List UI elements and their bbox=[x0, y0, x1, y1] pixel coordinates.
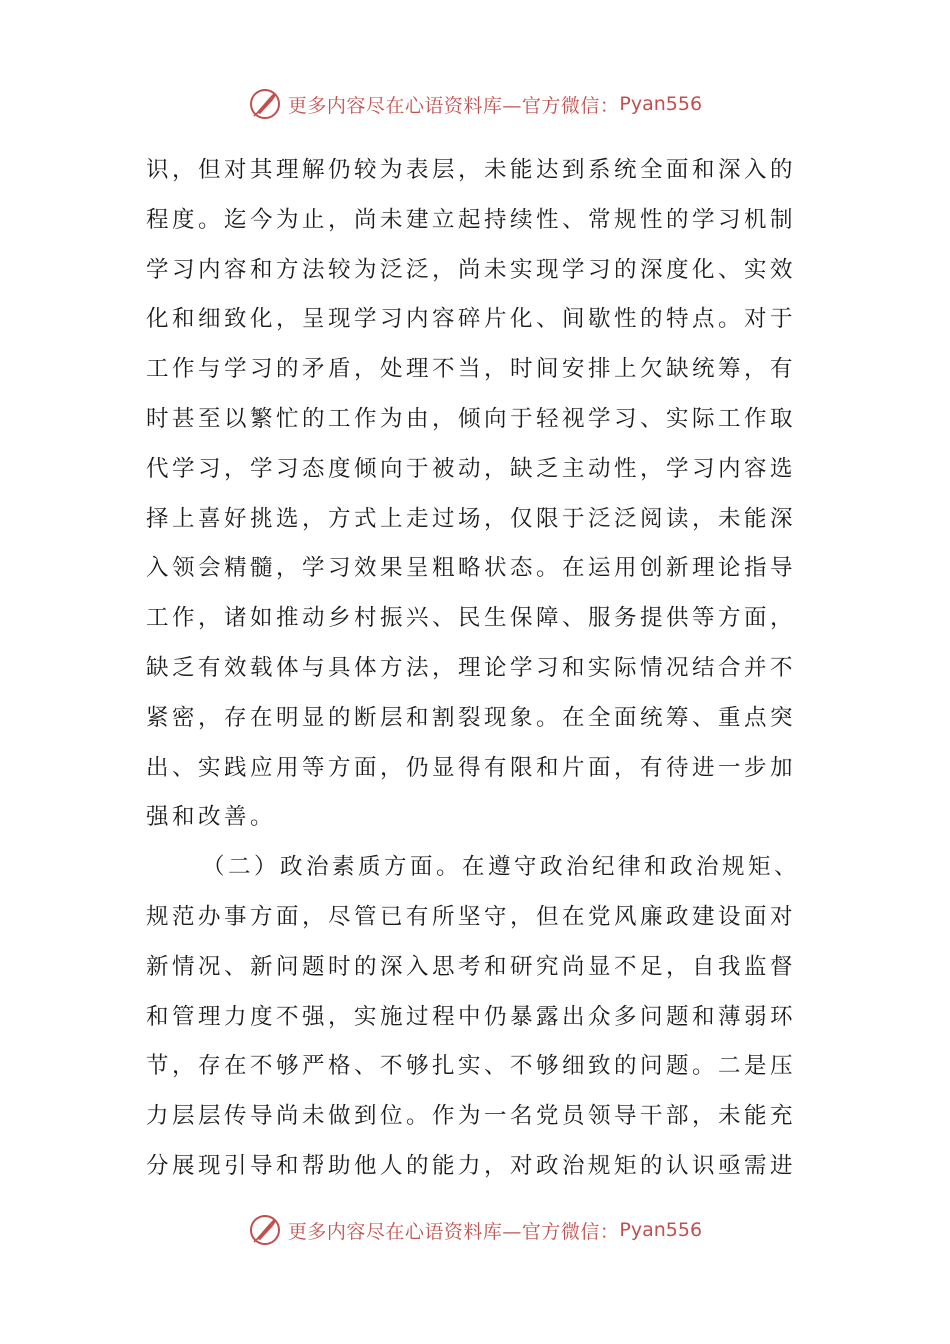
text-line: 紧密，存在明显的断层和割裂现象。在全面统筹、重点突 bbox=[146, 704, 797, 731]
text-line: 学习内容和方法较为泛泛，尚未实现学习的深度化、实效 bbox=[146, 256, 797, 283]
text-line: 缺乏有效载体与具体方法，理论学习和实际情况结合并不 bbox=[146, 654, 797, 681]
text-line: 分展现引导和帮助他人的能力，对政治规矩的认识亟需进 bbox=[146, 1152, 797, 1179]
section-heading-line: （二）政治素质方面。在遵守政治纪律和政治规矩、 bbox=[202, 854, 801, 881]
text-line: 识，但对其理解仍较为表层，未能达到系统全面和深入的 bbox=[146, 157, 797, 183]
text-line: 工作，诸如推动乡村振兴、民生保障、服务提供等方面， bbox=[146, 605, 797, 632]
pen-logo-icon bbox=[248, 1213, 282, 1247]
text-line: 新情况、新问题时的深入思考和研究尚显不足，自我监督 bbox=[146, 953, 797, 980]
document-body bbox=[146, 146, 806, 1192]
text-line: 出、实践应用等方面，仍显得有限和片面，有待进一步加 bbox=[146, 754, 797, 781]
header-watermark bbox=[0, 84, 950, 124]
watermark-handle: Pyan556 bbox=[619, 93, 703, 115]
footer-watermark bbox=[0, 1210, 950, 1250]
text-line: 节，存在不够严格、不够扎实、不够细致的问题。二是压 bbox=[146, 1053, 797, 1080]
text-line: 和管理力度不强，实施过程中仍暴露出众多问题和薄弱环 bbox=[146, 1003, 797, 1030]
text-line: 力层层传导尚未做到位。作为一名党员领导干部，未能充 bbox=[146, 1103, 797, 1130]
text-line: 代学习，学习态度倾向于被动，缺乏主动性，学习内容选 bbox=[146, 455, 797, 482]
pen-logo-icon bbox=[248, 87, 282, 121]
text-line: 时甚至以繁忙的工作为由，倾向于轻视学习、实际工作取 bbox=[146, 405, 797, 432]
text-line: 入领会精髓，学习效果呈粗略状态。在运用创新理论指导 bbox=[146, 555, 797, 582]
text-line: 程度。迄今为止，尚未建立起持续性、常规性的学习机制 bbox=[146, 206, 797, 233]
text-line: 择上喜好挑选，方式上走过场，仅限于泛泛阅读，未能深 bbox=[146, 505, 797, 532]
watermark-text: 更多内容尽在心语资料库—官方微信： bbox=[287, 1220, 620, 1243]
text-line: 工作与学习的矛盾，处理不当，时间安排上欠缺统筹，有 bbox=[146, 356, 797, 383]
text-line: 强和改善。 bbox=[146, 804, 277, 831]
watermark-handle: Pyan556 bbox=[619, 1219, 703, 1241]
watermark-text: 更多内容尽在心语资料库—官方微信： bbox=[287, 94, 620, 117]
text-line: 化和细致化，呈现学习内容碎片化、间歇性的特点。对于 bbox=[146, 306, 797, 333]
text-line: 规范办事方面，尽管已有所坚守，但在党风廉政建设面对 bbox=[146, 903, 797, 930]
